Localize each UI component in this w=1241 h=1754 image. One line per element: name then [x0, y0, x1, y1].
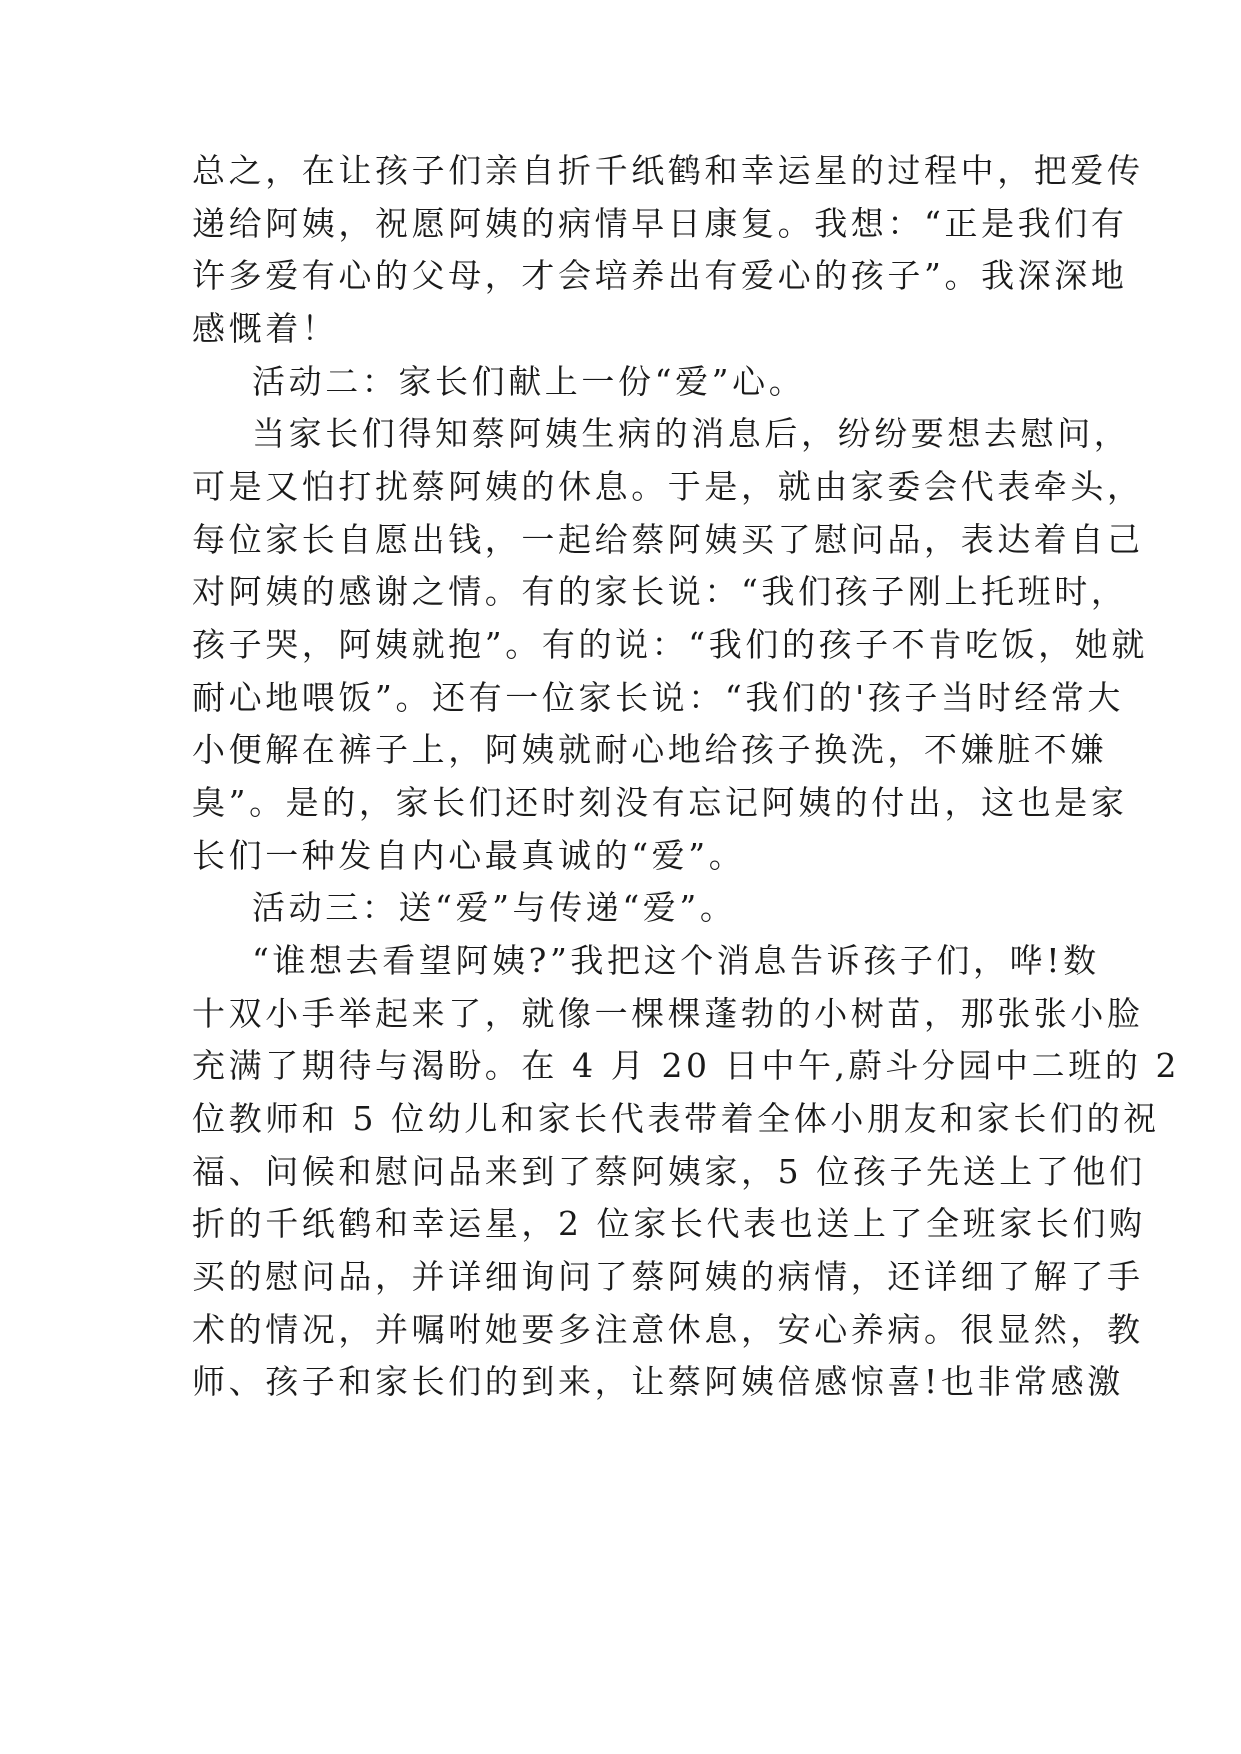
text-line: 术的情况，并嘱咐她要多注意休息，安心养病。很显然，教: [192, 1310, 1144, 1349]
text-line: 福、问候和慰问品来到了蔡阿姨家，5 位孩子先送上了他们: [192, 1152, 1146, 1191]
text-line: 孩子哭，阿姨就抱”。有的说：“我们的孩子不肯吃饭，她就: [192, 625, 1148, 664]
section-heading: 活动三：送“爱”与传递“爱”。: [252, 888, 737, 927]
text-line: 十双小手举起来了，就像一棵棵蓬勃的小树苗，那张张小脸: [192, 994, 1144, 1033]
text-line: 许多爱有心的父母，才会培养出有爱心的孩子”。我深深地: [192, 256, 1128, 295]
text-line: 总之，在让孩子们亲自折千纸鹤和幸运星的过程中，把爱传: [192, 151, 1144, 190]
text-line: 长们一种发自内心最真诚的“爱”。: [192, 836, 746, 875]
text-line: 当家长们得知蔡阿姨生病的消息后，纷纷要想去慰问，: [252, 414, 1131, 453]
text-line: 可是又怕打扰蔡阿姨的休息。于是，就由家委会代表牵头，: [192, 467, 1144, 506]
text-line: 递给阿姨，祝愿阿姨的病情早日康复。我想：“正是我们有: [192, 204, 1128, 243]
text-line: 感慨着！: [192, 309, 339, 348]
text-line: 臭”。是的，家长们还时刻没有忘记阿姨的付出，这也是家: [192, 783, 1128, 822]
text-line: 折的千纸鹤和幸运星，2 位家长代表也送上了全班家长们购: [192, 1204, 1146, 1243]
text-line: “谁想去看望阿姨?”我把这个消息告诉孩子们，哗!数: [252, 941, 1100, 980]
text-line: 师、孩子和家长们的到来，让蔡阿姨倍感惊喜!也非常感激: [192, 1362, 1124, 1401]
text-line: 每位家长自愿出钱，一起给蔡阿姨买了慰问品，表达着自己: [192, 520, 1144, 559]
text-line: 耐心地喂饭”。还有一位家长说：“我们的'孩子当时经常大: [192, 678, 1125, 717]
text-line: 位教师和 5 位幼儿和家长代表带着全体小朋友和家长们的祝: [192, 1099, 1160, 1138]
section-heading: 活动二：家长们献上一份“爱”心。: [252, 362, 806, 401]
text-line: 对阿姨的感谢之情。有的家长说：“我们孩子刚上托班时，: [192, 572, 1128, 611]
text-line: 买的慰问品，并详细询问了蔡阿姨的病情，还详细了解了手: [192, 1257, 1144, 1296]
text-line: 充满了期待与渴盼。在 4 月 20 日中午,蔚斗分园中二班的 2: [192, 1046, 1181, 1085]
text-line: 小便解在裤子上，阿姨就耐心地给孩子换洗，不嫌脏不嫌: [192, 730, 1107, 769]
